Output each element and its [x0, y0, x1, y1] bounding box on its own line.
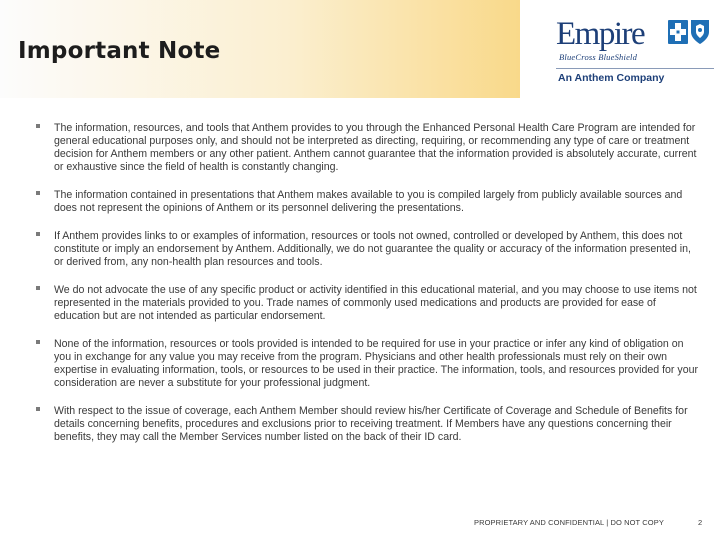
page-number: 2	[698, 518, 703, 527]
note-text: The information contained in presentations that Anthem makes available to you is compiled largely from publicly available sources and does not represent the opinions of Anthem or its personnel delivering the presentations.	[54, 189, 683, 214]
blue-shield-icon	[690, 19, 710, 45]
list-item	[36, 122, 698, 174]
bullet-icon	[36, 191, 40, 195]
footer-confidential: PROPRIETARY AND CONFIDENTIAL | DO NOT COPY	[474, 518, 664, 527]
bullet-icon	[36, 340, 40, 344]
note-text: The information, resources, and tools that Anthem provides to you through the Enhanced Personal Health Care Program are intended for general educational purposes only, and should not be interpreted as directing, requiring, or recommending any type of care or treatment decision for Anthem members or any other patient. Anthem cannot guarantee that the information provided is absolutely accurate, current or exhaustive since the field of health is constantly changing.	[54, 122, 697, 173]
logo-tagline: An Anthem Company	[558, 72, 665, 84]
note-text: None of the information, resources or tools provided is intended to be required for use in your practice or infer any kind of obligation on you in exchange for any value you may receive from the program. Physicians and other health professionals must rely on their own expertise in evaluating information, tools, or resources to be used in their practice. The information, tools, and resources provided for your consideration are never a substitute for your professional judgment.	[54, 338, 699, 389]
empire-logo	[556, 16, 714, 88]
bullet-icon	[36, 124, 40, 128]
list-item	[36, 230, 698, 269]
logo-subtitle: BlueCross BlueShield	[559, 52, 638, 62]
blue-cross-icon	[668, 20, 688, 44]
note-text: With respect to the issue of coverage, each Anthem Member should review his/her Certificate of Coverage and Schedule of Benefits for details concerning benefits, procedures and exclusions prior to receiving treatment. If Members have any questions concerning their benefits, they may call the Member Services number listed on the back of their ID card.	[54, 405, 688, 443]
notes-list	[36, 122, 698, 459]
note-text: We do not advocate the use of any specific product or activity identified in this educational material, and you may choose to use items not represented in the materials provided to you. Trade names of commonly used medications and products are provided for ease of education but are not intended as particular endorsement.	[54, 284, 697, 322]
logo-divider	[556, 68, 714, 69]
bullet-icon	[36, 232, 40, 236]
note-text: If Anthem provides links to or examples of information, resources or tools not owned, controlled or developed by Anthem, this does not constitute or imply an endorsement by Anthem. Additionally, we do not guarantee the quality or accuracy of the information presented in, or derived from, any non-health plan resources and tools.	[54, 230, 691, 268]
list-item	[36, 189, 698, 215]
list-item	[36, 284, 698, 323]
list-item	[36, 405, 698, 444]
logo-name: Empire	[556, 16, 645, 52]
bullet-icon	[36, 286, 40, 290]
list-item	[36, 338, 698, 390]
bullet-icon	[36, 407, 40, 411]
page-title: Important Note	[18, 38, 221, 64]
